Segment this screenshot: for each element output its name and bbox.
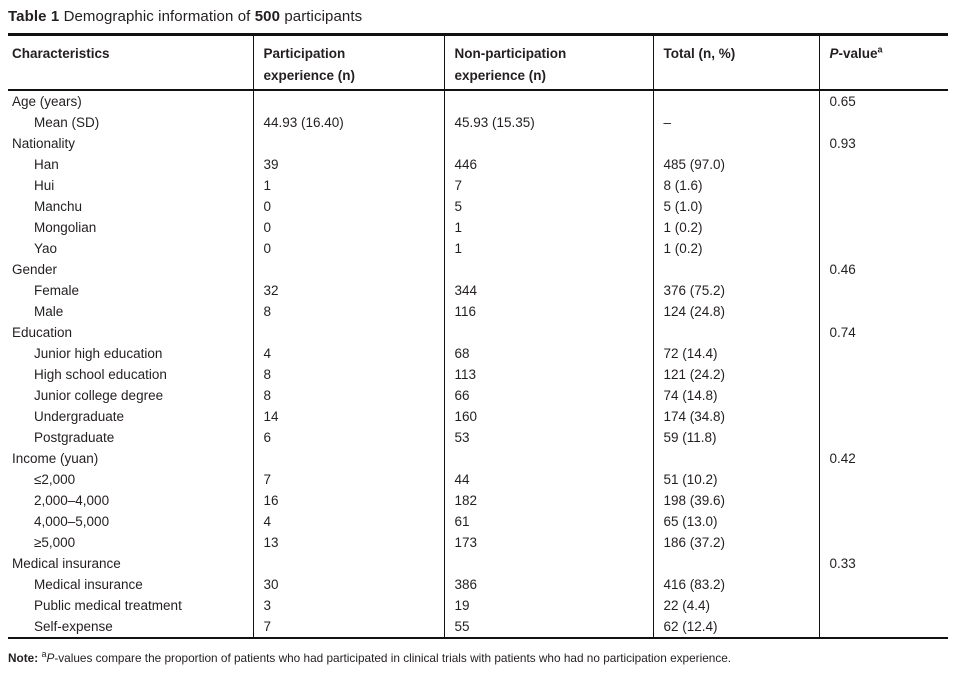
participation-value: 8 [253,301,444,322]
table-row [8,259,948,280]
p-value [819,301,948,322]
total-value: 65 (13.0) [653,511,819,532]
characteristic-label: Junior college degree [34,387,164,403]
non-participation-value: 160 [444,406,653,427]
p-value [819,343,948,364]
participation-value: 13 [253,532,444,553]
non-participation-value: 61 [444,511,653,532]
total-value: 198 (39.6) [653,490,819,511]
participation-value: 16 [253,490,444,511]
characteristic-label: Female [34,282,80,298]
p-value: 0.33 [819,553,948,574]
table-row [8,427,948,448]
table-row [8,196,948,217]
non-participation-value: 7 [444,175,653,196]
non-participation-value: 5 [444,196,653,217]
table-row [8,343,948,364]
table-row [8,112,948,133]
participation-value [253,259,444,280]
p-value [819,112,948,133]
p-value [819,616,948,638]
table-row [8,385,948,406]
p-value [819,490,948,511]
col-header-total: Total (n, %) [653,35,819,90]
non-participation-value: 45.93 (15.35) [444,112,653,133]
characteristic-label: Postgraduate [34,429,115,445]
participation-value: 0 [253,196,444,217]
non-participation-value [444,133,653,154]
non-participation-value: 116 [444,301,653,322]
characteristic-label: Age (years) [12,93,82,109]
characteristic-label: Junior high education [34,345,163,361]
non-participation-value: 386 [444,574,653,595]
non-participation-value: 55 [444,616,653,638]
participation-value: 32 [253,280,444,301]
total-value: 124 (24.8) [653,301,819,322]
p-value [819,154,948,175]
total-value: 174 (34.8) [653,406,819,427]
characteristic-label: Education [12,324,73,340]
table-row [8,217,948,238]
characteristic-label: ≥5,000 [34,534,76,550]
non-participation-value [444,259,653,280]
non-participation-value: 113 [444,364,653,385]
participation-value: 44.93 (16.40) [253,112,444,133]
col-header-participation [253,35,444,90]
p-value: 0.74 [819,322,948,343]
total-value [653,553,819,574]
non-participation-value [444,553,653,574]
total-value: 8 (1.6) [653,175,819,196]
p-value [819,406,948,427]
participation-value [253,322,444,343]
total-value: 485 (97.0) [653,154,819,175]
p-value: 0.65 [819,90,948,112]
header-row [8,35,948,90]
non-participation-value: 1 [444,217,653,238]
col-header-non-participation [444,35,653,90]
table-row [8,511,948,532]
table-row [8,301,948,322]
total-value [653,133,819,154]
total-value: 121 (24.2) [653,364,819,385]
total-value: 1 (0.2) [653,217,819,238]
non-participation-value: 446 [444,154,653,175]
total-value [653,90,819,112]
table-row [8,406,948,427]
total-value: 1 (0.2) [653,238,819,259]
p-value [819,532,948,553]
col-header-pvalue [819,35,948,90]
non-participation-value [444,90,653,112]
note-italic-p: P [46,651,55,665]
total-value: 62 (12.4) [653,616,819,638]
participation-value [253,448,444,469]
table-note [8,651,731,666]
participation-value: 4 [253,343,444,364]
total-value: 51 (10.2) [653,469,819,490]
table-row [8,595,948,616]
p-value: 0.93 [819,133,948,154]
non-participation-value: 66 [444,385,653,406]
table-row [8,448,948,469]
participation-value: 30 [253,574,444,595]
total-value: – [653,112,819,133]
table-row [8,574,948,595]
total-value: 376 (75.2) [653,280,819,301]
p-value [819,217,948,238]
participation-value: 8 [253,385,444,406]
characteristic-label: Hui [34,177,55,193]
p-value: 0.46 [819,259,948,280]
p-value [819,595,948,616]
table-title [8,7,362,27]
table-row [8,616,948,638]
non-participation-value: 344 [444,280,653,301]
non-participation-value: 44 [444,469,653,490]
characteristic-label: Mean (SD) [34,114,100,130]
participation-value: 0 [253,238,444,259]
p-value [819,196,948,217]
characteristic-label: Han [34,156,59,172]
participation-value: 39 [253,154,444,175]
pvalue-italic-p: P [829,46,839,61]
pvalue-superscript: a [877,44,883,55]
p-value [819,469,948,490]
total-value: 74 (14.8) [653,385,819,406]
total-value [653,448,819,469]
col-header-characteristics: Characteristics [8,35,253,90]
characteristic-label: Manchu [34,198,83,214]
total-value: 416 (83.2) [653,574,819,595]
participation-value: 1 [253,175,444,196]
p-value [819,427,948,448]
characteristic-label: Mongolian [34,219,97,235]
participation-value: 14 [253,406,444,427]
table-row [8,553,948,574]
participation-value: 3 [253,595,444,616]
header-line-1: Participation [263,46,346,61]
participation-value: 7 [253,469,444,490]
demographics-table [8,33,948,639]
participation-value [253,553,444,574]
total-value: 186 (37.2) [653,532,819,553]
characteristic-label: Medical insurance [12,555,121,571]
table-row [8,133,948,154]
characteristic-label: Male [34,303,64,319]
non-participation-value: 173 [444,532,653,553]
characteristic-label: 2,000–4,000 [34,492,110,508]
characteristic-label: Gender [12,261,58,277]
non-participation-value: 53 [444,427,653,448]
p-value [819,280,948,301]
p-value [819,385,948,406]
participation-value: 4 [253,511,444,532]
participation-value [253,133,444,154]
total-value: 59 (11.8) [653,427,819,448]
characteristic-label: Self-expense [34,618,113,634]
table-row [8,469,948,490]
non-participation-value: 1 [444,238,653,259]
table-row [8,238,948,259]
total-value: 22 (4.4) [653,595,819,616]
participation-value: 7 [253,616,444,638]
pvalue-rest: -value [838,46,878,61]
table-title-count: 500 [254,8,281,25]
characteristic-label: Undergraduate [34,408,125,424]
table-row [8,490,948,511]
characteristic-label: Medical insurance [34,576,143,592]
table-row [8,364,948,385]
non-participation-value: 68 [444,343,653,364]
p-value [819,511,948,532]
table-row [8,90,948,112]
non-participation-value [444,322,653,343]
header-line-2: experience (n) [263,68,356,83]
total-value [653,322,819,343]
total-value: 72 (14.4) [653,343,819,364]
characteristic-label: Nationality [12,135,76,151]
header-line-1: Non-participation [454,46,567,61]
table-row [8,532,948,553]
note-superscript: a [41,649,47,660]
table-row [8,322,948,343]
participation-value: 6 [253,427,444,448]
table-number-label: Table 1 [8,8,60,25]
characteristic-label: Yao [34,240,58,256]
p-value: 0.42 [819,448,948,469]
non-participation-value: 19 [444,595,653,616]
p-value [819,364,948,385]
total-value: 5 (1.0) [653,196,819,217]
non-participation-value: 182 [444,490,653,511]
table-row [8,175,948,196]
characteristic-label: ≤2,000 [34,471,76,487]
table-title-suffix: participants [284,8,363,25]
table-row [8,280,948,301]
non-participation-value [444,448,653,469]
total-value [653,259,819,280]
p-value [819,175,948,196]
table-body [8,90,948,638]
characteristic-label: High school education [34,366,167,382]
p-value [819,574,948,595]
participation-value: 0 [253,217,444,238]
characteristic-label: Income (yuan) [12,450,99,466]
p-value [819,238,948,259]
header-line-2: experience (n) [454,68,547,83]
note-text: -values compare the proportion of patients who had participated in clinical trials with patients who had no participation experience. [54,651,732,665]
note-label: Note: [8,651,39,665]
characteristic-label: Public medical treatment [34,597,182,613]
participation-value [253,90,444,112]
table-title-text: Demographic information of [63,8,251,25]
participation-value: 8 [253,364,444,385]
table-row [8,154,948,175]
characteristic-label: 4,000–5,000 [34,513,110,529]
